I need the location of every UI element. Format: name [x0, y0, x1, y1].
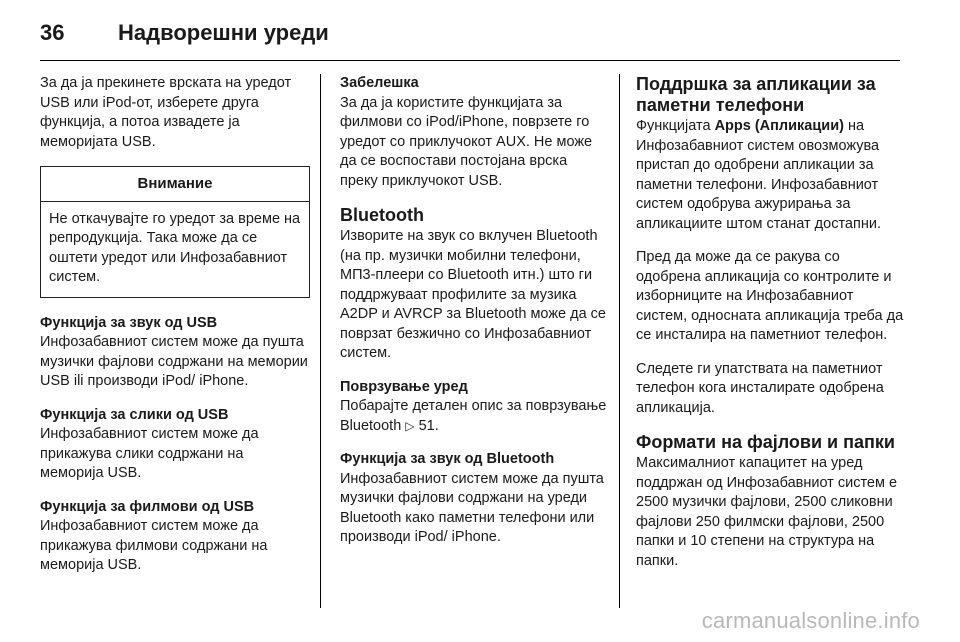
bluetooth-heading: Bluetooth: [340, 205, 424, 225]
connect-device-body: Побарајте детален опис за поврзување Bluetooth: [340, 398, 607, 434]
bluetooth-text: Изворите на звук со вклучен Bluetooth (на пр. музички мобилни телефони, МП3-плеери со Bluetooth итн.) што ги поддржуваат профилите за музика A2DP и AVRCP за Bluetooth може да се поврзат безжично со Инфозабавниот систем.: [340, 228, 606, 361]
apps-paragraph-3: Следете ги упатствата на паметниот телефон кога инсталирате одобрена апликација.: [636, 360, 884, 416]
column-divider: [619, 74, 620, 608]
header-rule: [40, 60, 900, 61]
apps-heading: Поддршка за апликации за паметни телефони: [636, 74, 876, 115]
connect-device-title: Поврзување уред: [340, 378, 468, 395]
usb-movies-title: Функција за филмови од USB: [40, 498, 255, 515]
caution-box: [40, 166, 310, 298]
formats-text: Максималниот капацитет на уред поддржан од Инфозабавниот систем е 2500 музички фајлови, 2500 сликовни фајлови 250 филмски фајлови, 2500 папки и 10 степени на структура на папки.: [636, 455, 898, 569]
usb-images-title: Функција за слики од USB: [40, 406, 229, 423]
page-title: Надворешни уреди: [118, 20, 329, 45]
page-number: 36: [40, 20, 65, 45]
bluetooth-audio-text: Инфозабавниот систем може да пушта музички фајлови содржани на уреди Bluetooth како паметни телефони или производи iPod/ iPhone.: [340, 470, 604, 545]
watermark: carmanualsonline.info: [701, 608, 920, 633]
note-title: Забелешка: [340, 75, 419, 91]
column-2: [340, 74, 608, 562]
page-reference[interactable]: 51.: [418, 417, 439, 434]
column-divider: [320, 74, 321, 608]
apps-paragraph-2: Пред да може да се ракува со одобрена апликација со контролите и изборниците на Инфозабавниот систем, односната апликација треба да се инсталира на паметниот телефон.: [636, 249, 904, 343]
note-text: За да ја користите функцијата за филмови со iPod/iPhone, поврзете го уредот со приклучокот AUX. Не може да се воспостави постојана врска преку приклучокот USB.: [340, 94, 593, 189]
usb-audio-text: Инфозабавниот систем може да пушта музички фајлови содржани на мемории USB ili производи iPod/ iPhone.: [40, 334, 308, 389]
usb-images-text: Инфозабавниот систем може да прикажува слики содржани на меморија USB.: [40, 426, 259, 481]
caution-title: Внимание: [41, 167, 309, 202]
page-reference-icon: ▷: [405, 418, 415, 433]
apps-text-post: на Инфозабавниот систем овозможува пристап до одобрени апликации за паметни телефони. Инфозабавниот систем одобрува ажурирања за апликациите штом станат достапни.: [636, 118, 881, 232]
usb-audio-title: Функција за звук од USB: [40, 314, 218, 331]
caution-text: Не откачувајте го уредот за време на репродукција. Така може да се оштети уредот или Инфозабавниот систем.: [49, 210, 301, 285]
apps-text-pre: Функцијата: [636, 118, 711, 134]
bluetooth-audio-title: Функција за звук од Bluetooth: [340, 451, 555, 467]
apps-paragraph-1: [636, 117, 904, 234]
intro-paragraph: За да ја прекинете врската на уредот USB или iPod-от, изберете друга функција, а потоа извадете ја меморијата USB.: [40, 75, 292, 150]
apps-menu-name: Apps (Апликации): [714, 118, 844, 134]
formats-heading: Формати на фајлови и папки: [636, 432, 895, 452]
column-3: [636, 74, 904, 585]
usb-movies-text: Инфозабавниот систем може да прикажува филмови содржани на меморија USB.: [40, 518, 268, 573]
connect-device-text: [340, 397, 608, 436]
page-header: [40, 18, 329, 48]
column-1: [40, 74, 310, 590]
